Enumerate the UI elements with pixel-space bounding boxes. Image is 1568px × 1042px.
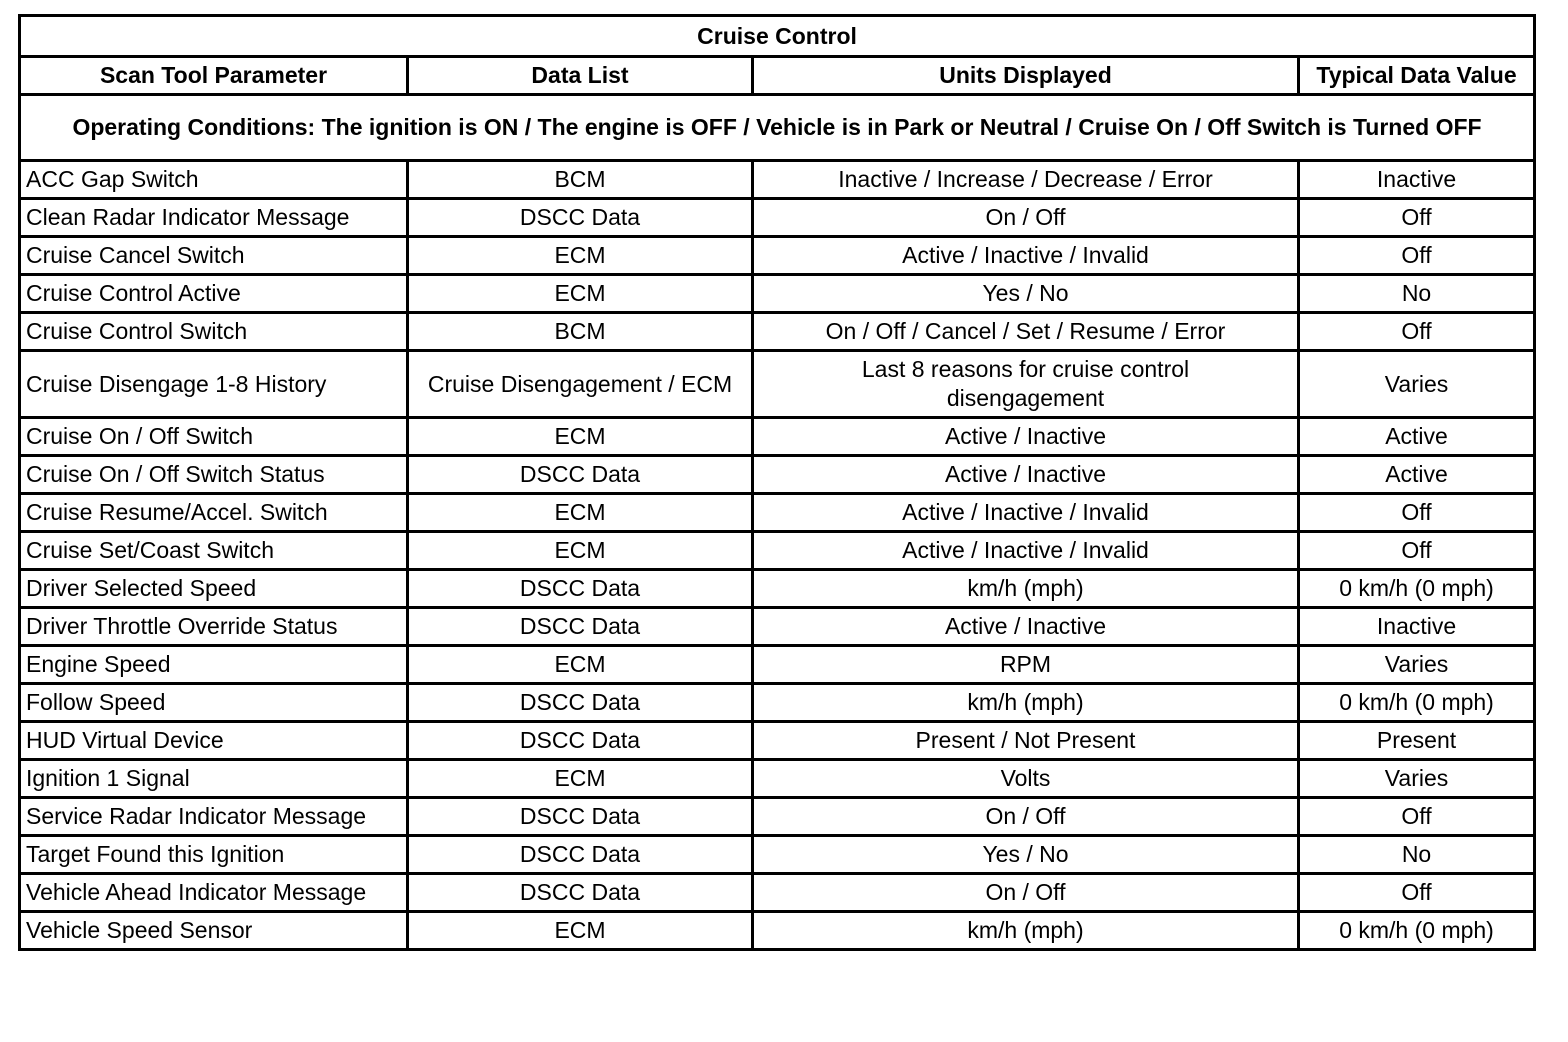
cell-typical-data-value: Present xyxy=(1299,722,1535,760)
cell-data-list: ECM xyxy=(408,760,753,798)
cell-scan-tool-parameter: Cruise Disengage 1-8 History xyxy=(20,351,408,418)
cell-units-displayed: Active / Inactive xyxy=(753,418,1299,456)
cell-units-displayed: Active / Inactive / Invalid xyxy=(753,532,1299,570)
cell-typical-data-value: Active xyxy=(1299,418,1535,456)
cell-scan-tool-parameter: Follow Speed xyxy=(20,684,408,722)
cell-data-list: DSCC Data xyxy=(408,874,753,912)
cell-scan-tool-parameter: Engine Speed xyxy=(20,646,408,684)
cell-scan-tool-parameter: Target Found this Ignition xyxy=(20,836,408,874)
cell-typical-data-value: 0 km/h (0 mph) xyxy=(1299,570,1535,608)
cell-data-list: ECM xyxy=(408,646,753,684)
header-typical-data-value: Typical Data Value xyxy=(1299,57,1535,95)
cell-units-displayed: Active / Inactive xyxy=(753,608,1299,646)
table-row xyxy=(20,760,1535,798)
cell-units-displayed: Active / Inactive xyxy=(753,456,1299,494)
cell-typical-data-value: Off xyxy=(1299,494,1535,532)
cell-typical-data-value: Off xyxy=(1299,798,1535,836)
cell-units-displayed: Last 8 reasons for cruise control disengagement xyxy=(753,351,1299,418)
cell-data-list: Cruise Disengagement / ECM xyxy=(408,351,753,418)
cell-units-displayed: Yes / No xyxy=(753,275,1299,313)
table-row xyxy=(20,351,1535,418)
header-scan-tool-parameter: Scan Tool Parameter xyxy=(20,57,408,95)
column-header-row xyxy=(20,57,1535,95)
table-row xyxy=(20,161,1535,199)
cell-typical-data-value: Inactive xyxy=(1299,608,1535,646)
cell-data-list: ECM xyxy=(408,494,753,532)
cell-data-list: DSCC Data xyxy=(408,570,753,608)
cell-typical-data-value: Off xyxy=(1299,313,1535,351)
cell-scan-tool-parameter: Cruise Resume/Accel. Switch xyxy=(20,494,408,532)
cell-scan-tool-parameter: Driver Selected Speed xyxy=(20,570,408,608)
cell-units-displayed: On / Off / Cancel / Set / Resume / Error xyxy=(753,313,1299,351)
cell-data-list: ECM xyxy=(408,275,753,313)
cell-data-list: ECM xyxy=(408,532,753,570)
cell-typical-data-value: Off xyxy=(1299,874,1535,912)
cell-scan-tool-parameter: Cruise Control Switch xyxy=(20,313,408,351)
cell-typical-data-value: Varies xyxy=(1299,351,1535,418)
table-row xyxy=(20,456,1535,494)
cell-units-displayed: On / Off xyxy=(753,874,1299,912)
cell-typical-data-value: Varies xyxy=(1299,646,1535,684)
cell-units-displayed: On / Off xyxy=(753,798,1299,836)
cell-scan-tool-parameter: Cruise Set/Coast Switch xyxy=(20,532,408,570)
cell-typical-data-value: Off xyxy=(1299,237,1535,275)
cell-typical-data-value: 0 km/h (0 mph) xyxy=(1299,684,1535,722)
cell-scan-tool-parameter: Cruise Control Active xyxy=(20,275,408,313)
cell-data-list: BCM xyxy=(408,161,753,199)
table-row xyxy=(20,608,1535,646)
cell-units-displayed: RPM xyxy=(753,646,1299,684)
cell-units-displayed: km/h (mph) xyxy=(753,912,1299,950)
cell-units-displayed: km/h (mph) xyxy=(753,570,1299,608)
cell-units-displayed: Active / Inactive / Invalid xyxy=(753,494,1299,532)
cell-typical-data-value: Active xyxy=(1299,456,1535,494)
cell-scan-tool-parameter: Vehicle Speed Sensor xyxy=(20,912,408,950)
operating-conditions-row xyxy=(20,95,1535,161)
cell-scan-tool-parameter: HUD Virtual Device xyxy=(20,722,408,760)
cell-scan-tool-parameter: ACC Gap Switch xyxy=(20,161,408,199)
cruise-control-table xyxy=(18,14,1536,951)
table-title-row xyxy=(20,16,1535,57)
table-row xyxy=(20,798,1535,836)
cell-data-list: DSCC Data xyxy=(408,199,753,237)
header-units-displayed: Units Displayed xyxy=(753,57,1299,95)
table-row xyxy=(20,237,1535,275)
table-body xyxy=(20,95,1535,950)
cell-data-list: ECM xyxy=(408,912,753,950)
cell-data-list: DSCC Data xyxy=(408,836,753,874)
cell-units-displayed: Present / Not Present xyxy=(753,722,1299,760)
cell-data-list: DSCC Data xyxy=(408,684,753,722)
table-title: Cruise Control xyxy=(20,16,1535,57)
cell-typical-data-value: Off xyxy=(1299,532,1535,570)
cell-typical-data-value: 0 km/h (0 mph) xyxy=(1299,912,1535,950)
cell-data-list: BCM xyxy=(408,313,753,351)
cell-data-list: DSCC Data xyxy=(408,456,753,494)
cell-scan-tool-parameter: Driver Throttle Override Status xyxy=(20,608,408,646)
cell-typical-data-value: No xyxy=(1299,836,1535,874)
operating-conditions: Operating Conditions: The ignition is ON / The engine is OFF / Vehicle is in Park or Neutral / Cruise On / Off Switch is Turned OFF xyxy=(20,95,1535,161)
cell-typical-data-value: Varies xyxy=(1299,760,1535,798)
table-row xyxy=(20,912,1535,950)
cell-scan-tool-parameter: Clean Radar Indicator Message xyxy=(20,199,408,237)
cell-data-list: DSCC Data xyxy=(408,722,753,760)
header-data-list: Data List xyxy=(408,57,753,95)
cell-scan-tool-parameter: Ignition 1 Signal xyxy=(20,760,408,798)
cell-data-list: ECM xyxy=(408,237,753,275)
cell-data-list: DSCC Data xyxy=(408,608,753,646)
table-row xyxy=(20,275,1535,313)
table-row xyxy=(20,313,1535,351)
table-row xyxy=(20,199,1535,237)
table-row xyxy=(20,570,1535,608)
cell-units-displayed: On / Off xyxy=(753,199,1299,237)
cell-scan-tool-parameter: Service Radar Indicator Message xyxy=(20,798,408,836)
cell-scan-tool-parameter: Cruise Cancel Switch xyxy=(20,237,408,275)
cell-units-displayed: Volts xyxy=(753,760,1299,798)
cell-units-displayed: Inactive / Increase / Decrease / Error xyxy=(753,161,1299,199)
table-row xyxy=(20,684,1535,722)
cell-data-list: ECM xyxy=(408,418,753,456)
cell-typical-data-value: Off xyxy=(1299,199,1535,237)
table-row xyxy=(20,418,1535,456)
cell-scan-tool-parameter: Cruise On / Off Switch xyxy=(20,418,408,456)
cell-units-displayed: Active / Inactive / Invalid xyxy=(753,237,1299,275)
cell-typical-data-value: Inactive xyxy=(1299,161,1535,199)
table-row xyxy=(20,532,1535,570)
cell-typical-data-value: No xyxy=(1299,275,1535,313)
cell-data-list: DSCC Data xyxy=(408,798,753,836)
cell-units-displayed: km/h (mph) xyxy=(753,684,1299,722)
table-row xyxy=(20,722,1535,760)
cell-scan-tool-parameter: Vehicle Ahead Indicator Message xyxy=(20,874,408,912)
table-row xyxy=(20,646,1535,684)
table-row xyxy=(20,494,1535,532)
table-row xyxy=(20,836,1535,874)
cell-scan-tool-parameter: Cruise On / Off Switch Status xyxy=(20,456,408,494)
table-row xyxy=(20,874,1535,912)
cell-units-displayed: Yes / No xyxy=(753,836,1299,874)
